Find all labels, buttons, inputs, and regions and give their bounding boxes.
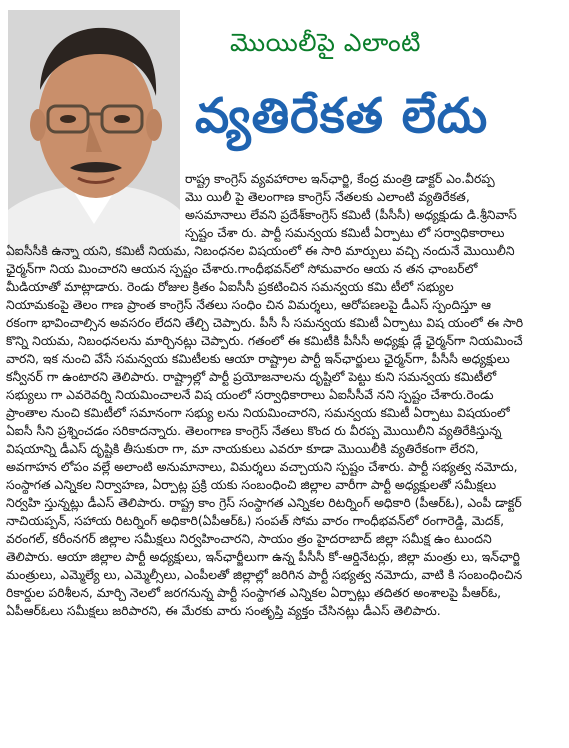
article-line: అసమానాలు లేవని ప్రదేశ్‌కాంగ్రెస్ కమిటీ (పీసీసీ) అధ్యక్షుడు డి.శ్రీనివాస్ xyxy=(185,207,517,222)
article-line: నియామకంపై తెలం గాణ ప్రాంత కాంగ్రెస్ నేతలు సంధిం చిన విమర్శలు, ఆరోపణలపై డీఎస్ స్పందిస్తూ ఆ xyxy=(6,297,492,312)
article-line: ఏఐసీ సీని ప్రశ్నించడం సరికాదన్నారు. తెలంగాణ కాంగ్రెస్ నేతలు కొంద రు వీరప్ప మొయిలీని వ్యతిరేకిస్తున్న xyxy=(6,423,502,438)
headline-line-1: మొయిలీపై ఎలాంటి xyxy=(230,28,421,57)
article-line: నాచియప్పన్, సహాయ రిటర్నింగ్ అధికారి(ఏపీఆర్‌ఓ) సంపత్ సోమ వారం గాంధీభవన్‌లో రంగారెడ్డి, మెదక్, xyxy=(6,513,505,528)
article-line: కొన్ని నియమ, నిబంధనలను మార్చినట్లు చెప్పారు. గతంలో ఈ కమిటీకి పీసీసీ అధ్యక్షు డ్లే ఛైర్మన్‌గా నియమించే xyxy=(6,333,523,348)
article-line: నిర్వహి స్తున్నట్లు డీఎస్ తెలిపారు. రాష్ట్ర కాం గ్రెస్ సంస్థాగత ఎన్నికల రిటర్నింగ్ అధికారి (పీఆర్‌ఓ), ఎంపీ డాక్టర్ xyxy=(6,495,522,510)
article-line: మంత్రులు, ఎమ్మెల్యే లు, ఎమ్మెల్సీలు, ఎంపీలతో జిల్లాల్లో జరిగిన పార్టీ సభ్యత్వ నమోదు, వాటి కి సంబంధించిన xyxy=(6,567,523,582)
article-line: రికార్డుల పరిశీలన, మార్చి నెలలో జరగనున్న పార్టీ సంస్థాగత ఎన్నికల ఏర్పాట్లు తదితర అంశాలపై పీఆర్‌ఓ, xyxy=(6,585,502,600)
article-line: వారని, ఇక నుంచి వేసే సమన్వయ కమిటీలకు ఆయా రాష్ట్రాల పార్టీ ఇన్‌ఛార్జులు ఛైర్మన్‌గా, పీసీసీ అధ్యక్షులు xyxy=(6,351,510,366)
article-line: వరంగల్, కరీంనగర్ జిల్లాల సమీక్షలు నిర్వహించారని, సాయం త్రం హైదరాబాద్ జిల్లా సమీక్ష ఉం టుందని xyxy=(6,531,492,546)
article-line: అవగాహన లోపం వల్లే అలాంటి అనుమానాలు, విమర్శలు వచ్చాయని స్పష్టం చేశారు. పార్టీ సభ్యత్వ నమోదు, xyxy=(6,459,518,474)
article-line: సభ్యులు గా ఎవరెవర్ని నియమించాలనే విష యంలో సర్వాధికారాలు ఏఐసీసీవే నని స్పష్టం చేశారు.రెండు xyxy=(6,387,494,402)
article-line: స్పష్టం చేశా రు. పార్టీ సమన్వయ కమిటీ ఏర్పాటు లో సర్వాధికారాలు xyxy=(185,225,505,240)
article-line: కన్వీనర్ గా ఉంటారని తెలిపారు. రాష్ట్రాల్లో పార్టీ ప్రయోజనాలను దృష్టిలో పెట్టు కుని సమన్వయ కమిటీలో xyxy=(6,369,497,384)
article-line: రకంగా భావించాల్సిన అవసరం లేదని తేల్చి చెప్పారు. పీసీ సీ సమన్వయ కమిటీ ఏర్పాటు విష యంలో ఈ సారి xyxy=(6,315,524,330)
article-line: రాష్ట్ర కాంగ్రెస్ వ్యవహారాల ఇన్‌ఛార్జి, కేంద్ర మంత్రి డాక్టర్ ఎం.వీరప్ప xyxy=(185,171,495,186)
article-line: ఛైర్మన్‌గా నియ మించారని ఆయన స్పష్టం చేశారు.గాంధీభవన్‌లో సోమవారం ఆయ న తన ఛాంబర్‌లో xyxy=(6,261,478,276)
article-line: తెలిపారు. ఆయా జిల్లాల పార్టీ అధ్యక్షులు, ఇన్‌ఛార్జీలుగా ఉన్న పీసీసీ కో-ఆర్డినేటర్లు, జిల్లా మంత్రు లు, ఇన్‌ఛార్జి xyxy=(6,549,521,564)
article-line: ఏఐసీసీకి ఉన్నా యని, కమిటీ నియమ, నిబంధనల విషయంలో ఈ సారి మార్పులు వచ్చి నందునే మొయిలీని xyxy=(6,243,515,258)
article-body xyxy=(6,170,561,744)
article-line: ఏపీఆర్‌ఓలు సమీక్షలు జరిపారని, ఈ మేరకు వారు సంతృప్తి వ్యక్తం చేసినట్లు డీఎస్ తెలిపారు. xyxy=(6,603,441,618)
article-line: విషయాన్ని డీఎస్ దృష్టికి తీసుకురా గా, మా నాయకులు ఎవరూ కూడా మొయిలీకి వ్యతిరేకంగా లేరని, xyxy=(6,441,479,456)
article-line: ప్రాంతాల నుంచి కమిటీలో సమానంగా సభ్యు లను నియమించారని, సమన్వయ కమిటీ ఏర్పాటు విషయంలో xyxy=(6,405,510,420)
headline-line-2: వ్యతిరేకత లేదు xyxy=(195,88,489,144)
article-line: మీడియాతో మాట్లాడారు. రెండు రోజుల క్రితం ఏఐసీసీ ప్రకటించిన సమన్వయ కమి టీలో సభ్యుల xyxy=(6,279,454,294)
article-line: మొ యిలీ పై తెలంగాణ కాంగ్రెస్ నేతలకు ఎలాంటి వ్యతిరేకత, xyxy=(185,189,470,204)
article-line: సంస్థాగత ఎన్నికల నిర్వాహణ, ఏర్పాట్ల ప్రక్రి యకు సంబంధించి జిల్లాల వారీగా పార్టీ అధ్యక్షులతో సమీక్షలు xyxy=(6,477,497,492)
